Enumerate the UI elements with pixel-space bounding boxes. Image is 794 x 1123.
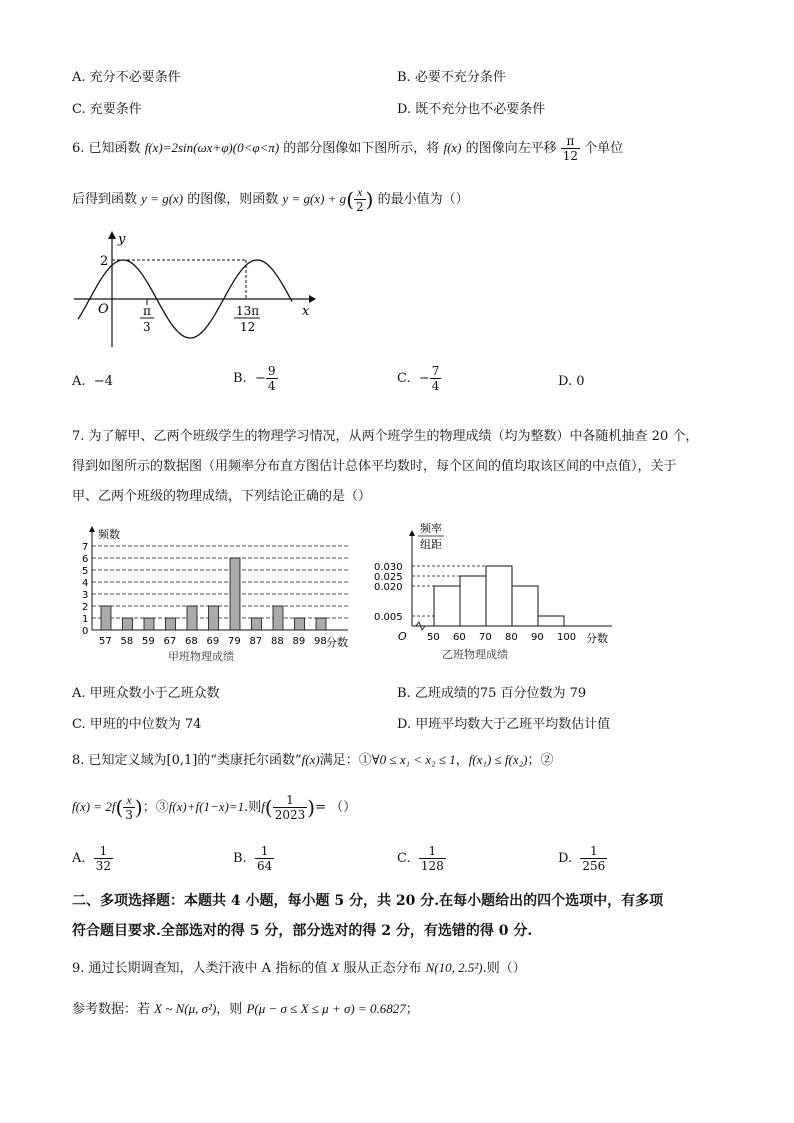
- bar: [101, 606, 111, 630]
- y-axis-title-top: 频率: [420, 522, 442, 535]
- bar: [273, 606, 283, 630]
- x-tick-label: 80: [505, 632, 518, 643]
- origin-label: O: [98, 302, 109, 317]
- origin-label: O: [398, 630, 407, 643]
- bar: [295, 618, 305, 630]
- q7-stem-line2: 得到如图所示的数据图（用频率分布直方图估计总体平均数时，每个区间的值均取该区间的中点值），关于: [72, 459, 677, 474]
- histogram-bar: [538, 616, 564, 626]
- bar: [144, 618, 154, 630]
- q8-stem-line2: f(x) = 2f( $\frac{x}{3}$ )；③f(x)+f(1−x)=1.则f( $\frac{1}{2023}$ )= （）: [72, 793, 357, 822]
- class-b-histogram: [372, 522, 622, 667]
- q5-option-d: D. 既不充分也不必要条件: [397, 102, 546, 117]
- x-tick-label: 69: [206, 636, 220, 647]
- y-tick-label: 4: [82, 578, 89, 589]
- q8-stem-line1: 8. 已知定义域为[0,1]的“类康托尔函数”f(x)满足：①∀0 ≤ x₁ < x₂ ≤ 1，f(x₁) ≤ f(x₂)；②: [72, 752, 554, 768]
- x-tick-label: 89: [292, 636, 306, 647]
- y-tick-label: 5: [82, 566, 89, 577]
- y-axis-title-bottom: 组距: [420, 538, 442, 551]
- bar: [187, 606, 197, 630]
- x-tick-label: 90: [531, 632, 544, 643]
- x-tick-label: 88: [271, 636, 284, 647]
- q6-option-c: C. − $\frac{7}{4}$: [397, 364, 440, 393]
- tick2-den: 12: [240, 320, 256, 334]
- x-tick-label: 50: [427, 632, 440, 643]
- y-tick-label: 3: [82, 590, 89, 601]
- q7-option-c: C. 甲班的中位数为 74: [72, 717, 202, 732]
- y-tick-label: 2: [82, 602, 89, 613]
- x-axis-title: 分数: [326, 636, 348, 649]
- q6-sine-graph: [70, 225, 320, 355]
- q7-stem-line1: 7. 为了解甲、乙两个班级学生的物理学习情况，从两个班学生的物理成绩（均为整数）中各随机抽查 20 个，: [72, 429, 699, 444]
- bar: [166, 618, 176, 630]
- class-a-bar-chart: [70, 512, 370, 667]
- y-tick-label: 0.030: [374, 562, 403, 573]
- y-axis-arrow: [89, 526, 95, 532]
- x-tick-label: 60: [453, 632, 466, 643]
- tick1-den: 3: [143, 320, 151, 334]
- q7-option-a: A. 甲班众数小于乙班众数: [72, 686, 220, 701]
- y-axis-arrow: [409, 530, 415, 536]
- bar: [123, 618, 133, 630]
- chart-caption: 甲班物理成绩: [168, 650, 234, 663]
- y-tick-label: 6: [82, 554, 89, 565]
- x-axis-label: x: [302, 304, 310, 319]
- q6-half-fraction: $\frac{x}{2}$: [356, 185, 364, 214]
- x-tick-label: 59: [142, 636, 155, 647]
- section2-heading-line1: 二、多项选择题：本题共 4 小题，每小题 5 分，共 20 分.在每小题给出的四个选项中，有多项: [72, 893, 664, 909]
- q6-shift-fraction: $\frac{\pi}{12}$: [562, 134, 579, 163]
- q8-option-d: D. $\frac{1}{256}$: [558, 844, 606, 873]
- x-tick-label: 100: [557, 632, 577, 643]
- x-tick-label: 67: [163, 636, 177, 647]
- tick2-num: 13π: [236, 304, 260, 318]
- y-tick-label: 0.025: [374, 572, 403, 583]
- histogram-bar: [460, 576, 486, 626]
- y-tick-label: 0.020: [374, 582, 403, 593]
- y-tick-label: 0: [82, 626, 89, 637]
- y-tick-label: 1: [82, 614, 89, 625]
- histogram-bar: [434, 586, 460, 626]
- y-axis-title: 频数: [98, 528, 120, 541]
- q8-option-b: B. $\frac{1}{64}$: [233, 844, 273, 873]
- q5-option-a: A. 充分不必要条件: [72, 70, 181, 85]
- q6-option-a: A. −4: [72, 374, 113, 389]
- bar: [230, 558, 240, 630]
- bar: [209, 606, 219, 630]
- x-tick-label: 57: [99, 636, 112, 647]
- q5-option-b: B. 必要不充分条件: [397, 70, 506, 85]
- bar: [252, 618, 262, 630]
- tick1-num: π: [143, 304, 151, 318]
- x-tick-label: 68: [185, 636, 198, 647]
- y-tick-label: 7: [82, 542, 89, 553]
- q6-option-d: D. 0: [558, 374, 585, 389]
- q8-option-c: C. $\frac{1}{128}$: [397, 844, 444, 873]
- x-tick-label: 70: [479, 632, 492, 643]
- x-tick-label: 98: [314, 636, 327, 647]
- section2-heading-line2: 符合题目要求.全部选对的得 5 分，部分选对的得 2 分，有选错的得 0 分.: [72, 923, 533, 939]
- q9-stem: 9. 通过长期调查知，人类汗液中 A 指标的值 X 服从正态分布 N(10, 2.5²).则（）: [72, 960, 526, 976]
- q7-option-b: B. 乙班成绩的75 百分位数为 79: [397, 686, 587, 701]
- max-value-label: 2: [100, 254, 109, 269]
- q6-stem-line2: 后得到函数 y = g(x) 的图像，则函数 y = g(x) + g( $\frac{x}{2}$ ) 的最小值为（）: [72, 185, 469, 214]
- q6-stem-line1: 6. 已知函数 f(x)=2sin(ωx+φ)(0<φ<π) 的部分图像如下图所示，将 f(x) 的图像向左平移 $\frac{\pi}{12}$ 个单位: [72, 134, 624, 163]
- q5-option-c: C. 充要条件: [72, 102, 142, 117]
- x-tick-label: 87: [249, 636, 263, 647]
- x-axis-title: 分数: [586, 632, 608, 645]
- q8-option-a: A. $\frac{1}{32}$: [72, 844, 112, 873]
- y-tick-label: 0.005: [374, 612, 403, 623]
- histogram-bar: [512, 586, 538, 626]
- chart-caption: 乙班物理成绩: [442, 648, 508, 661]
- histogram-bar: [486, 566, 512, 626]
- x-tick-label: 79: [228, 636, 241, 647]
- x-tick-label: 58: [120, 636, 134, 647]
- y-axis-label: y: [118, 232, 126, 247]
- bar: [316, 618, 326, 630]
- q7-stem-line3: 甲、乙两个班级的物理成绩，下列结论正确的是（）: [72, 489, 372, 504]
- q9-reference: 参考数据：若 X ~ N(μ, σ²)，则 P(μ − σ ≤ X ≤ μ + σ) = 0.6827；: [72, 1001, 419, 1017]
- q6-option-b: B. − $\frac{9}{4}$: [233, 364, 276, 393]
- q6-function-formula: f(x)=2sin(ωx+φ)(0<φ<π): [144, 140, 280, 155]
- q7-option-d: D. 甲班平均数大于乙班平均数估计值: [397, 717, 611, 732]
